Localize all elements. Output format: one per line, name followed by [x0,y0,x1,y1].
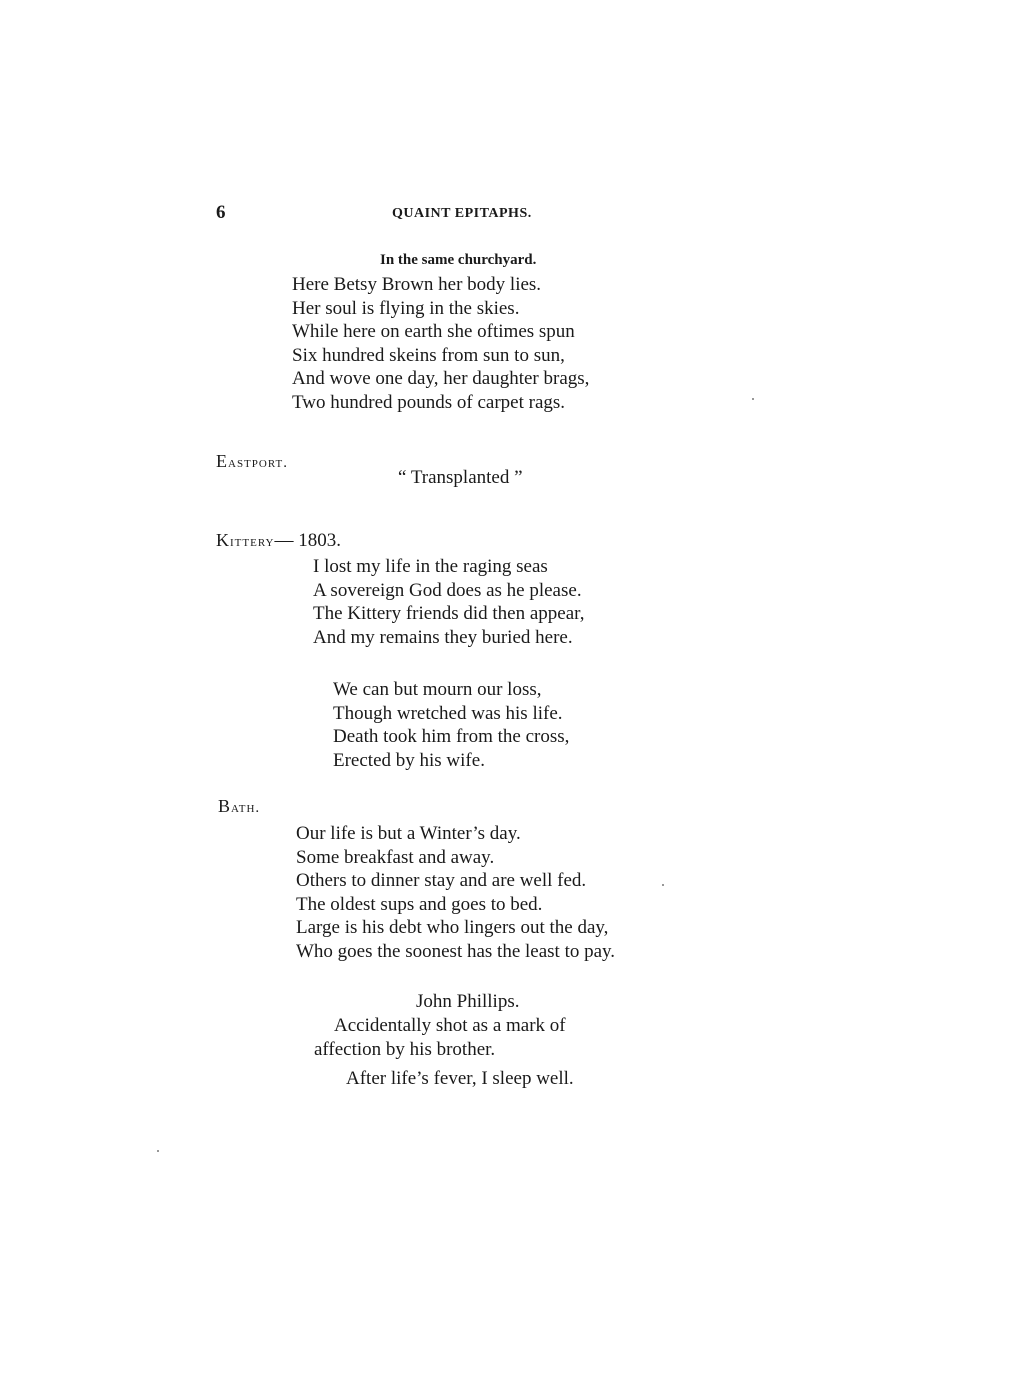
verse-line: We can but mourn our loss, [333,679,542,700]
verse-line: Others to dinner stay and are well fed. [296,870,587,892]
heading-initial: E [216,451,228,471]
phillips-epitaph: After life’s fever, I sleep well. [346,1068,574,1089]
kittery-heading [216,530,341,552]
bath-heading [218,796,260,817]
verse-line: I lost my life in the raging seas [313,556,548,577]
verse-line: Who goes the soonest has the least to pay. [296,940,616,962]
verse-line: The Kittery friends did then appear, [313,603,585,625]
heading-rest: ittery [230,534,275,550]
verse-line: Two hundred pounds of carpet rags. [292,391,566,413]
phillips-description-1: Accidentally shot as a mark of [334,1015,566,1036]
verse-line: Erected by his wife. [333,749,485,771]
verse-line: Six hundred skeins from sun to sun, [292,344,565,366]
verse-line: And my remains they buried here. [313,626,573,648]
heading-date: — 1803. [274,530,341,551]
kittery-stanza-1 [313,555,584,649]
scan-speck [157,1150,159,1152]
verse-line: Some breakfast and away. [296,846,495,868]
churchyard-note: In the same churchyard. [380,252,537,268]
verse-line: Large is his debt who lingers out the day, [296,917,609,939]
running-title: QUAINT EPITAPHS. [392,206,532,221]
phillips-description-2: affection by his brother. [314,1039,496,1060]
kittery-stanza-2 [333,678,569,772]
verse-line: Here Betsy Brown her body lies. [292,274,542,295]
bath-epitaph [296,822,615,964]
verse-line: Death took him from the cross, [333,726,570,748]
eastport-heading [216,451,288,472]
verse-line: Though wretched was his life. [333,702,563,724]
eastport-epitaph: “ Transplanted ” [398,467,523,488]
verse-line: Her soul is flying in the skies. [292,297,520,319]
verse-line: A sovereign God does as he please. [313,579,582,601]
page-number: 6 [216,202,226,223]
heading-initial: B [218,796,232,816]
verse-line: While here on earth she oftimes spun [292,321,575,343]
verse-line: Our life is but a Winter’s day. [296,823,521,844]
heading-initial: K [216,530,230,550]
scan-speck [752,398,754,400]
heading-rest: astport. [228,455,288,471]
heading-rest: ath. [231,800,261,816]
verse-line: The oldest sups and goes to bed. [296,893,543,915]
scan-speck [662,884,664,886]
churchyard-epitaph [292,273,589,415]
phillips-name: John Phillips. [416,991,520,1012]
verse-line: And wove one day, her daughter brags, [292,368,590,390]
